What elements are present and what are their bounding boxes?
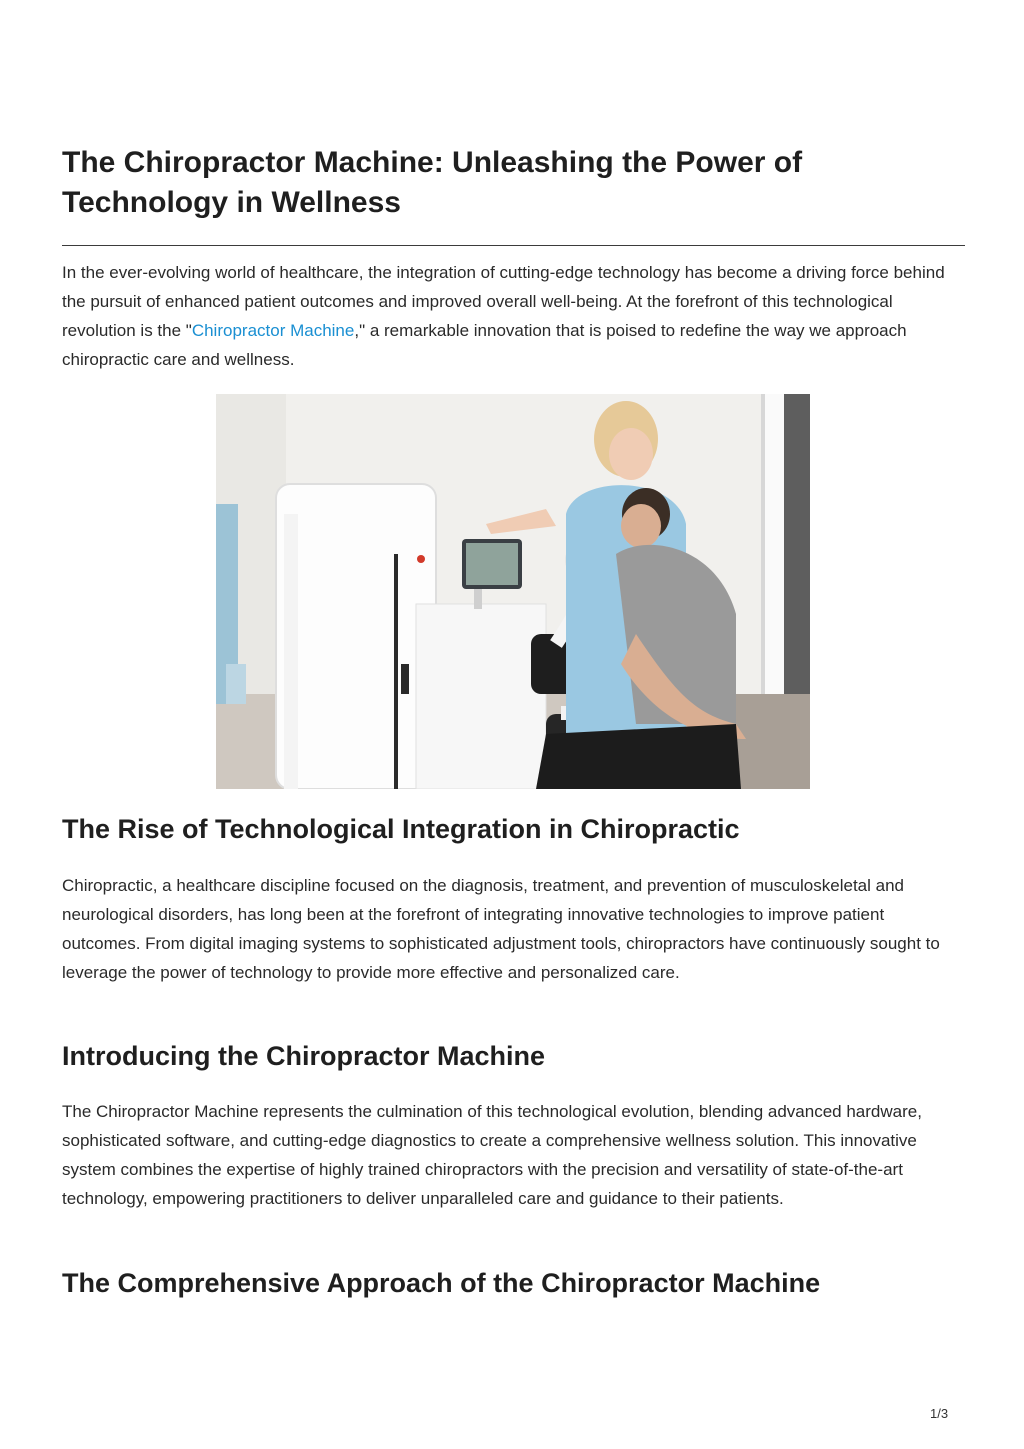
- section-heading-comprehensive: The Comprehensive Approach of the Chiropractor Machine: [62, 1268, 821, 1298]
- page-number: 1/3: [930, 1406, 949, 1421]
- intro-text-after-link: ," a remarkable innovation that is poised to redefine the way we approach chiropractic care and wellness.: [62, 321, 907, 369]
- page-title: The Chiropractor Machine: Unleashing the Power of Technology in Wellness: [62, 146, 803, 219]
- section-body-rise: Chiropractic, a healthcare discipline focused on the diagnosis, treatment, and prevention of musculoskeletal and neurological disorders, has long been at the forefront of integrating innovative technologies to improve patient outcomes. From digital imaging systems to sophisticated adjustment tools, chiropractors have continuously sought to leverage the power of technology to provide more effective and personalized care.: [62, 876, 940, 982]
- section-heading-introducing: Introducing the Chiropractor Machine: [62, 1041, 546, 1071]
- section-heading-rise: The Rise of Technological Integration in Chiropractic: [62, 814, 740, 844]
- title-divider: [62, 245, 965, 246]
- intro-paragraph: [62, 258, 962, 374]
- section-body-introducing: The Chiropractor Machine represents the culmination of this technological evolution, blending advanced hardware, sophisticated software, and cutting-edge diagnostics to create a comprehensive wellness solution. This innovative system combines the expertise of highly trained chiropractors with the precision and versatility of state-of-the-art technology, empowering practitioners to deliver unparalleled care and guidance to their patients.: [62, 1102, 922, 1208]
- chiropractor-machine-link[interactable]: Chiropractor Machine: [191, 321, 355, 340]
- intro-text-before-link: In the ever-evolving world of healthcare, the integration of cutting-edge technology has become a driving force behind the pursuit of enhanced patient outcomes and improved overall well-being. At the forefront of this technological revolution is the ": [62, 263, 945, 340]
- chiropractor-machine-photo: [216, 394, 810, 789]
